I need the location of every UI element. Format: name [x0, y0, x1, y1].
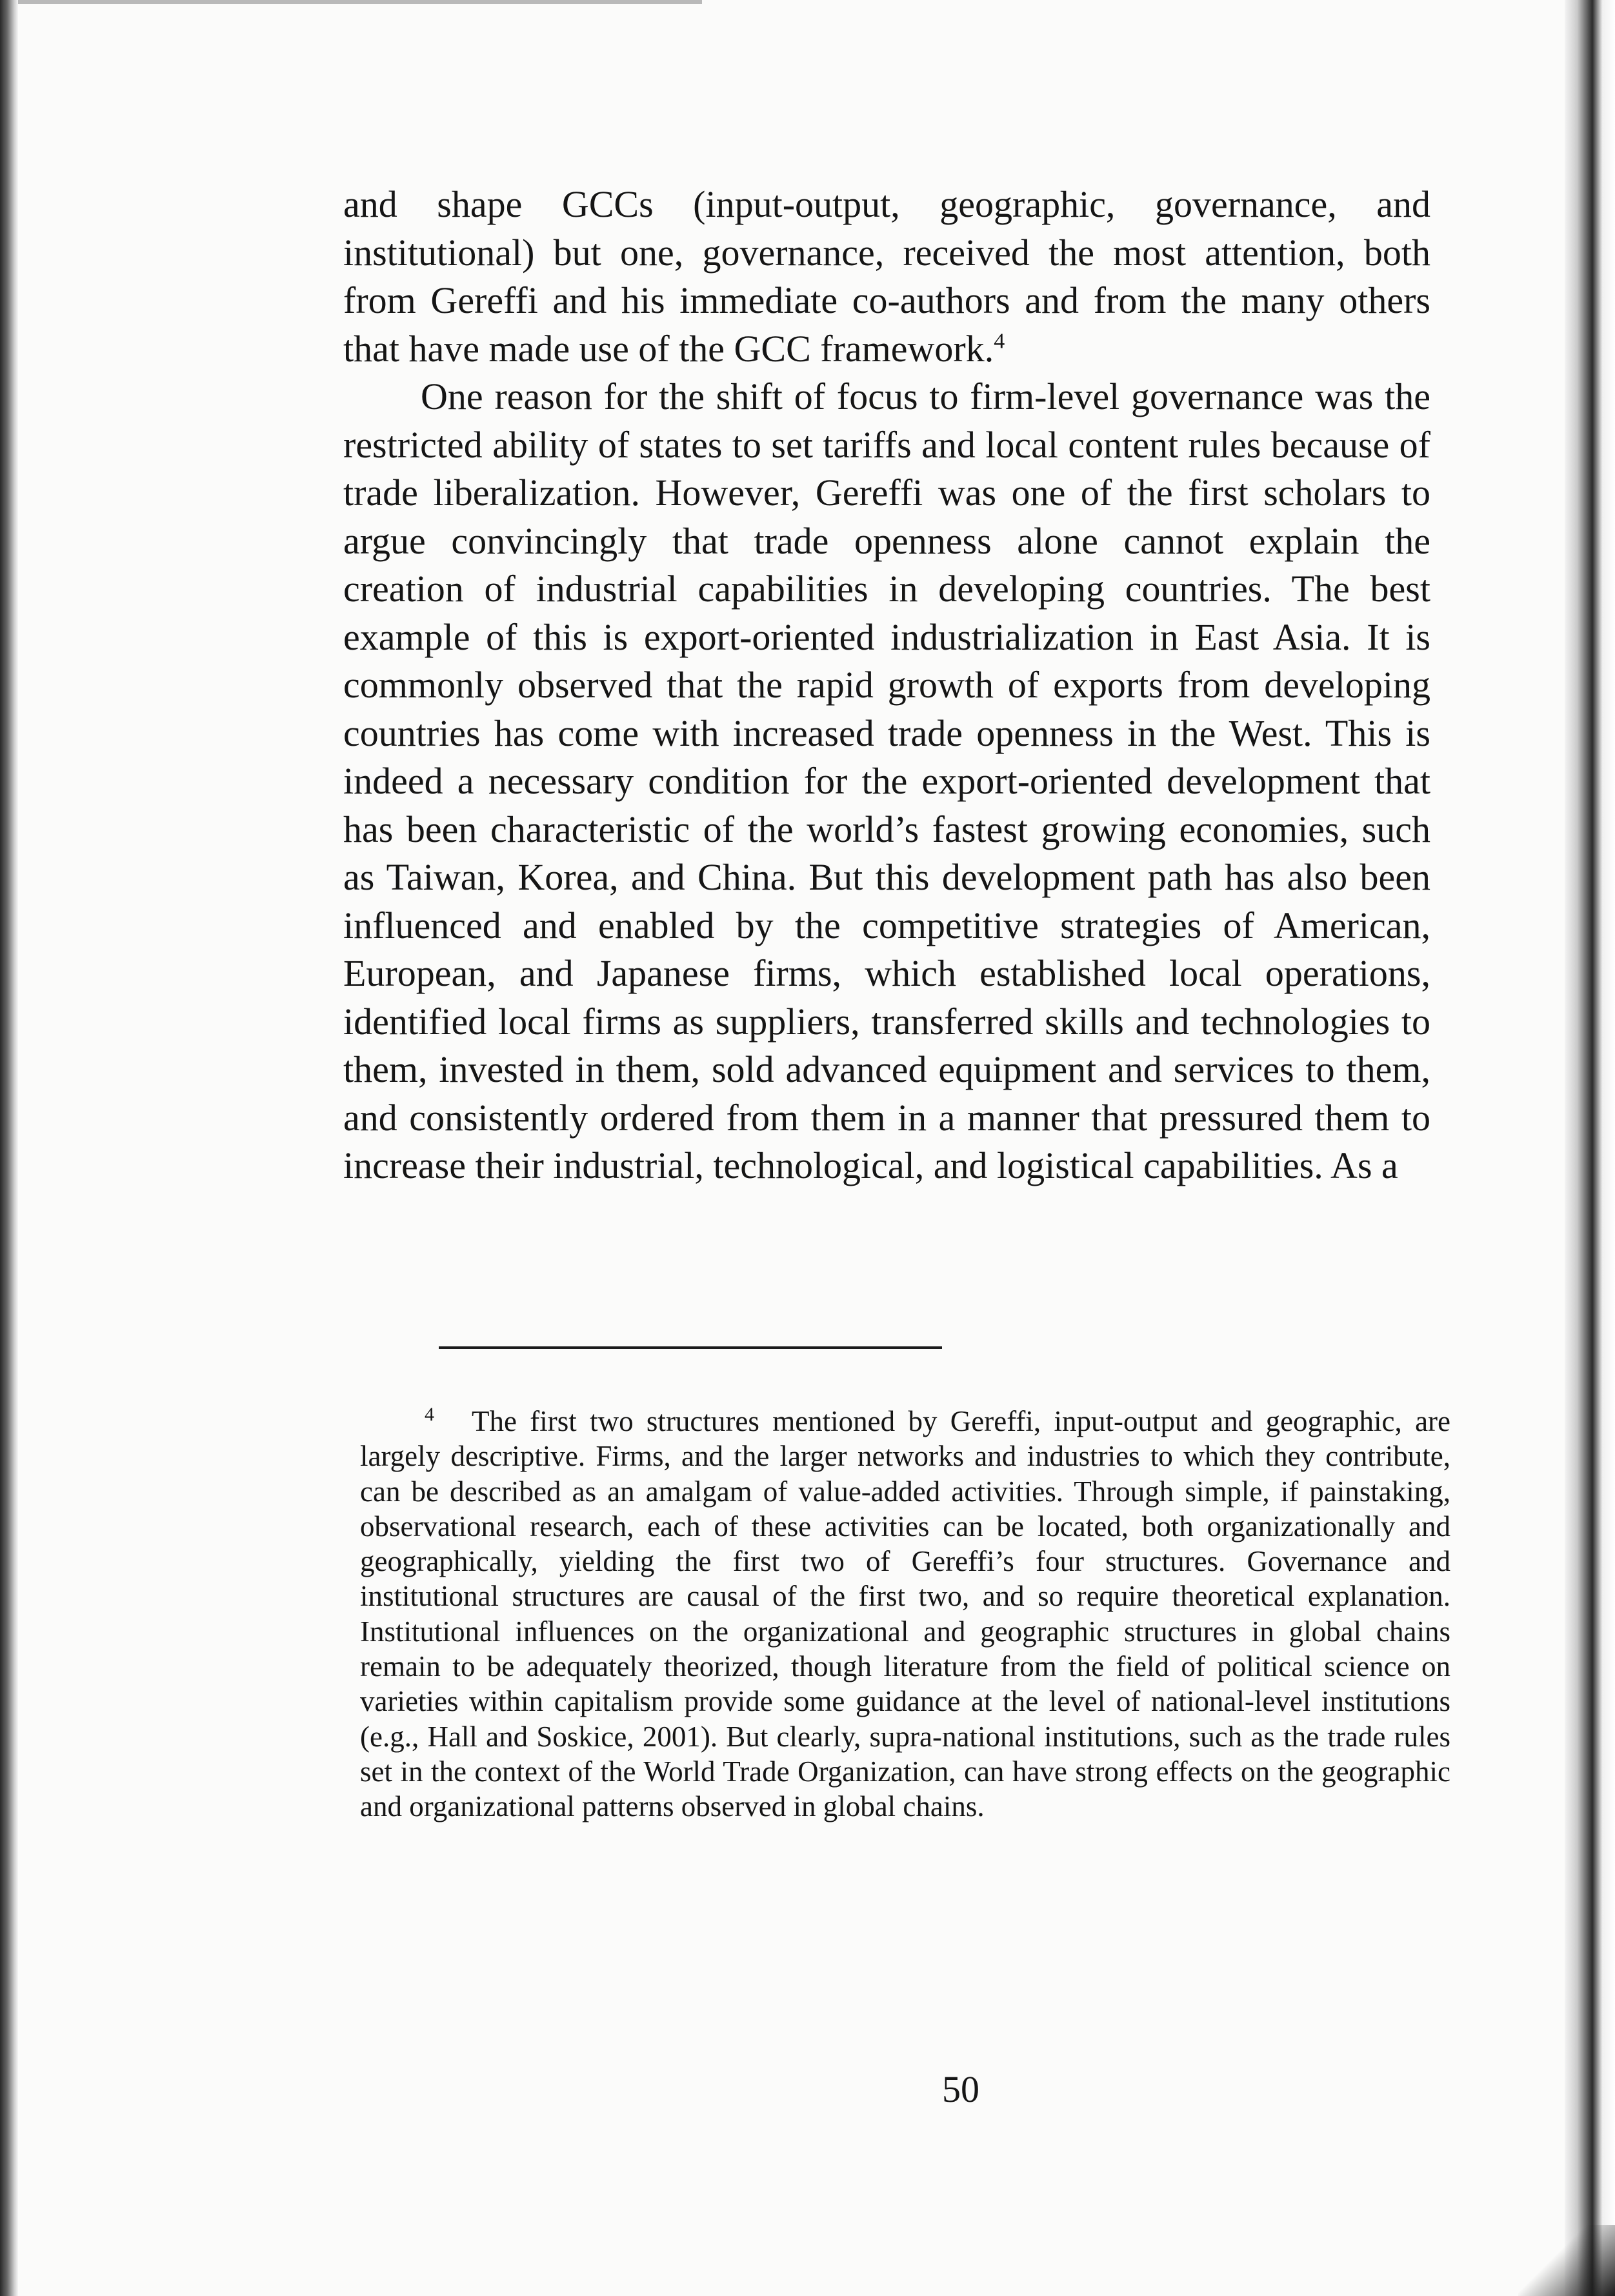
page-number: 50: [942, 2068, 979, 2110]
footnote-reference: 4: [994, 329, 1005, 354]
scan-corner-shadow: [1518, 2225, 1615, 2296]
paragraph-1-text: and shape GCCs (input-output, geographic, governance, and institutional) but one, governance, received the most attention, both from Gereffi and his immediate co-authors and from the many others that have made use of the GCC framework.: [343, 183, 1430, 370]
scan-right-border: [1565, 0, 1615, 2296]
footnote-separator: [439, 1346, 942, 1349]
scan-left-border: [0, 0, 18, 2296]
paragraph-continuation: [343, 181, 1430, 373]
paragraph-2: One reason for the shift of focus to firm-level governance was the restricted ability of states to set tariffs and local content rules because of trade liberalization. However, Gereffi was one of the first scholars to argue convincingly that trade openness alone cannot explain the creation of industrial capabilities in developing countries. The best example of this is export-oriented industrialization in East Asia. It is commonly observed that the rapid growth of exports from developing countries has come with increased trade openness in the West. This is indeed a necessary condition for the export-oriented development that has been characteristic of the world’s fastest growing economies, such as Taiwan, Korea, and China. But this development path has also been influenced and enabled by the competitive strategies of American, European, and Japanese firms, which established local operations, identified local firms as suppliers, transferred skills and technologies to them, invested in them, sold advanced equipment and services to them, and consistently ordered from them in a manner that pressured them to increase their industrial, technological, and logistical capabilities. As a: [343, 375, 1430, 1186]
body-text: [343, 181, 1430, 1190]
scan-top-border: [18, 0, 702, 4]
footnote: 4 The first two structures mentioned by Gereffi, input-output and geographic, are largely descriptive. Firms, and the larger networks and industries to which they contribute, can be described as an amalgam of value-added activities. Through simple, if painstaking, observational research, each of these activities can be located, both organizationally and geographically, yielding the first two of Gereffi’s four structures. Governance and institutional structures are causal of the first two, and so require theoretical explanation. Institutional influences on the organizational and geographic structures in global chains remain to be adequately theorized, though literature from the field of political science on varieties within capitalism provide some guidance at the level of national-level institutions (e.g., Hall and Soskice, 2001). But clearly, supra-national institutions, such as the trade rules set in the context of the World Trade Organization, can have strong effects on the geographic and organizational patterns observed in global chains.: [360, 1404, 1450, 1823]
footnote-body: The first two structures mentioned by Gereffi, input-output and geographic, are largely descriptive. Firms, and the larger networks and industries to which they contribute, can be described as an amalgam of value-added activities. Through simple, if painstaking, observational research, each of these activities can be located, both organizationally and geographically, yielding the first two of Gereffi’s four structures. Governance and institutional structures are causal of the first two, and so require theoretical explanation. Institutional influences on the organizational and geographic structures in global chains remain to be adequately theorized, though literature from the field of political science on varieties within capitalism provide some guidance at the level of national-level institutions (e.g., Hall and Soskice, 2001). But clearly, supra-national institutions, such as the trade rules set in the context of the World Trade Organization, can have strong effects on the geographic and organizational patterns observed in global chains.: [360, 1405, 1450, 1823]
